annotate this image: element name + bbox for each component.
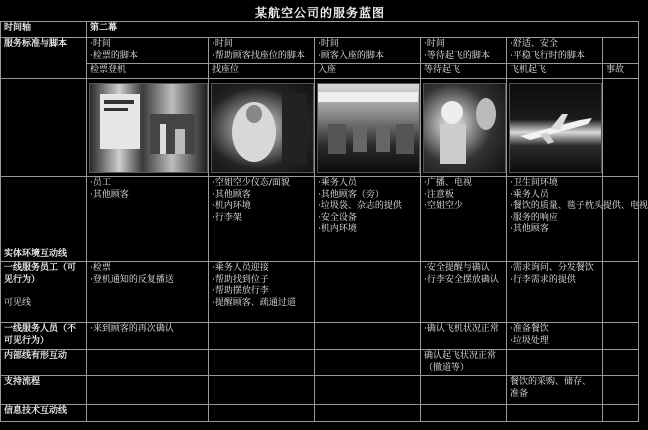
physical-cell [315, 177, 421, 262]
it-cell [603, 405, 639, 422]
it-cell [87, 405, 209, 422]
cell-line: ·注意板 [424, 189, 454, 200]
cell-line: ·其他顾客 [510, 224, 549, 234]
internal-cell [507, 350, 603, 376]
row-label-timeline: 时间轴 [1, 22, 87, 38]
physical-cell [421, 177, 507, 262]
cell-line: ·时间 [90, 39, 111, 49]
cell-line: 确认起飞状况正常 [424, 351, 497, 361]
onstage-row [1, 262, 639, 323]
timeline-row [1, 22, 639, 38]
standard-cell [507, 38, 603, 64]
onstage-label: 一线服务员工（可见行为） [4, 263, 77, 285]
cell-line: ·等待起飞的脚本 [424, 50, 490, 61]
support-row [1, 376, 639, 405]
standard-row [1, 38, 639, 64]
backstage-row [1, 323, 639, 350]
backstage-cell [315, 323, 421, 350]
cell-line: ·安全提醒与确认 [424, 263, 490, 273]
cabin-aisle-photo [317, 83, 420, 173]
standard-cell [209, 38, 315, 64]
backstage-cell [421, 323, 507, 350]
it-cell [315, 405, 421, 422]
cell-line: ·垃圾袋、杂志的提供 [318, 201, 402, 211]
row-label-service-standard: 服务标准与脚本 [1, 38, 87, 79]
it-cell [507, 405, 603, 422]
support-cell [507, 376, 603, 405]
cell-line: ·机内环境 [318, 224, 357, 234]
airplane-takeoff-photo [509, 83, 602, 173]
physical-cell [209, 177, 315, 262]
cell-line: ·需求询问、分发餐饮 [510, 263, 594, 273]
support-cell [421, 376, 507, 405]
cell-line: ·空姐空少仪态/面貌 [212, 178, 290, 188]
cell-line: ·乘务人员迎接 [212, 263, 269, 273]
cell-line: ·平稳飞行时的脚本 [510, 50, 585, 61]
stage-name: 检票登机 [87, 64, 209, 79]
cell-line: ·餐饮的质量、毯子枕头提供、电视 [510, 201, 648, 211]
row-label-backstage: 一线服务人员（不可见行为） [1, 323, 87, 350]
cell-line: ·行李架 [212, 212, 242, 223]
stage-name: 飞机起飞 [507, 64, 603, 79]
standard-cell [87, 38, 209, 64]
check-in-counter-photo [89, 83, 208, 173]
cell-line: ·垃圾处理 [510, 335, 549, 346]
internal-cell [315, 350, 421, 376]
cell-line: ·时间 [424, 39, 445, 49]
cell-line: ·帮助顾客找座位的脚本 [212, 50, 305, 61]
row-label-internal: 内部线有形互动 [1, 350, 87, 376]
cell-line: （撤道等） [424, 362, 470, 373]
visibility-line-label: 可见线 [4, 298, 32, 308]
waiting-passenger-photo [423, 83, 506, 173]
cell-line: ·机内环境 [212, 201, 251, 211]
cell-line: ·乘务人员 [318, 178, 357, 188]
onstage-cell [603, 262, 639, 323]
cell-line: ·行李需求的提供 [510, 274, 576, 285]
physical-cell [87, 177, 209, 262]
row-label-support: 支持流程 [1, 376, 87, 405]
cell-line: 准备 [510, 388, 529, 399]
onstage-cell [315, 262, 421, 323]
row-label-it: 信息技术互动线 [1, 405, 87, 422]
support-cell [87, 376, 209, 405]
cell-line: 餐饮的采购、储存、 [510, 377, 592, 387]
cell-line: ·员工 [90, 178, 111, 188]
standard-cell [421, 38, 507, 64]
cell-line: ·准备餐饮 [510, 324, 549, 334]
stage-name: 入座 [315, 64, 421, 79]
stage-name: 等待起飞 [421, 64, 507, 79]
cell-line: ·登机通知的反复播送 [90, 274, 174, 285]
stage-name: 找座位 [209, 64, 315, 79]
onstage-cell [507, 262, 603, 323]
cell-line: ·来到顾客的再次确认 [90, 324, 174, 334]
it-row [1, 405, 639, 422]
cell-line: ·帮助摆放行李 [212, 286, 269, 296]
backstage-cell [87, 323, 209, 350]
standard-cell [603, 38, 639, 64]
it-cell [421, 405, 507, 422]
cell-line: ·其他顾客（旁） [318, 189, 384, 200]
it-cell [209, 405, 315, 422]
internal-row [1, 350, 639, 376]
onstage-cell [421, 262, 507, 323]
cell-line: ·提醒顾客、疏通过道 [212, 297, 296, 308]
cell-line: ·广播、电视 [424, 178, 472, 188]
support-cell [603, 376, 639, 405]
physical-cell [603, 177, 639, 262]
stage-row [1, 64, 639, 79]
onstage-cell [87, 262, 209, 323]
blueprint-table [0, 21, 648, 422]
page-title: 某航空公司的服务蓝图 [254, 6, 385, 20]
cell-line: ·安全设备 [318, 212, 357, 223]
cell-line: ·舒适、安全 [510, 39, 558, 49]
physical-row [1, 177, 639, 262]
backstage-cell [603, 323, 639, 350]
cell-line: ·乘务人员 [510, 189, 549, 200]
cell-line: ·确认飞机状况正常 [424, 324, 499, 334]
cell-line: ·时间 [212, 39, 233, 49]
standard-cell [315, 38, 421, 64]
internal-cell [421, 350, 507, 376]
photo-row [1, 79, 639, 177]
internal-cell [87, 350, 209, 376]
cell-line: ·卫生间环境 [510, 178, 558, 188]
support-cell [209, 376, 315, 405]
cell-line: ·顾客入座的脚本 [318, 50, 384, 61]
support-cell [315, 376, 421, 405]
cell-line: ·其他顾客 [90, 189, 129, 200]
row-label-onstage [1, 262, 87, 323]
cell-line: ·时间 [318, 39, 339, 49]
physical-cell [507, 177, 648, 262]
backstage-cell [507, 323, 603, 350]
cell-line: ·行李安全摆放确认 [424, 274, 499, 285]
internal-cell [209, 350, 315, 376]
cell-line: ·检票的脚本 [90, 50, 138, 61]
backstage-cell [209, 323, 315, 350]
section-header: 第二幕 [87, 22, 639, 38]
cell-line: ·其他顾客 [212, 189, 251, 200]
cell-line: ·空姐空少 [424, 201, 463, 211]
row-label-physical: 实体环境互动线 [1, 177, 87, 262]
cell-line: ·检票 [90, 263, 111, 273]
seat-search-photo [211, 83, 314, 173]
cell-line: ·服务的响应 [510, 212, 558, 223]
internal-cell [603, 350, 639, 376]
cell-line: ·帮助找到位子 [212, 274, 269, 285]
stage-name: 事故 [603, 64, 639, 79]
onstage-cell [209, 262, 315, 323]
